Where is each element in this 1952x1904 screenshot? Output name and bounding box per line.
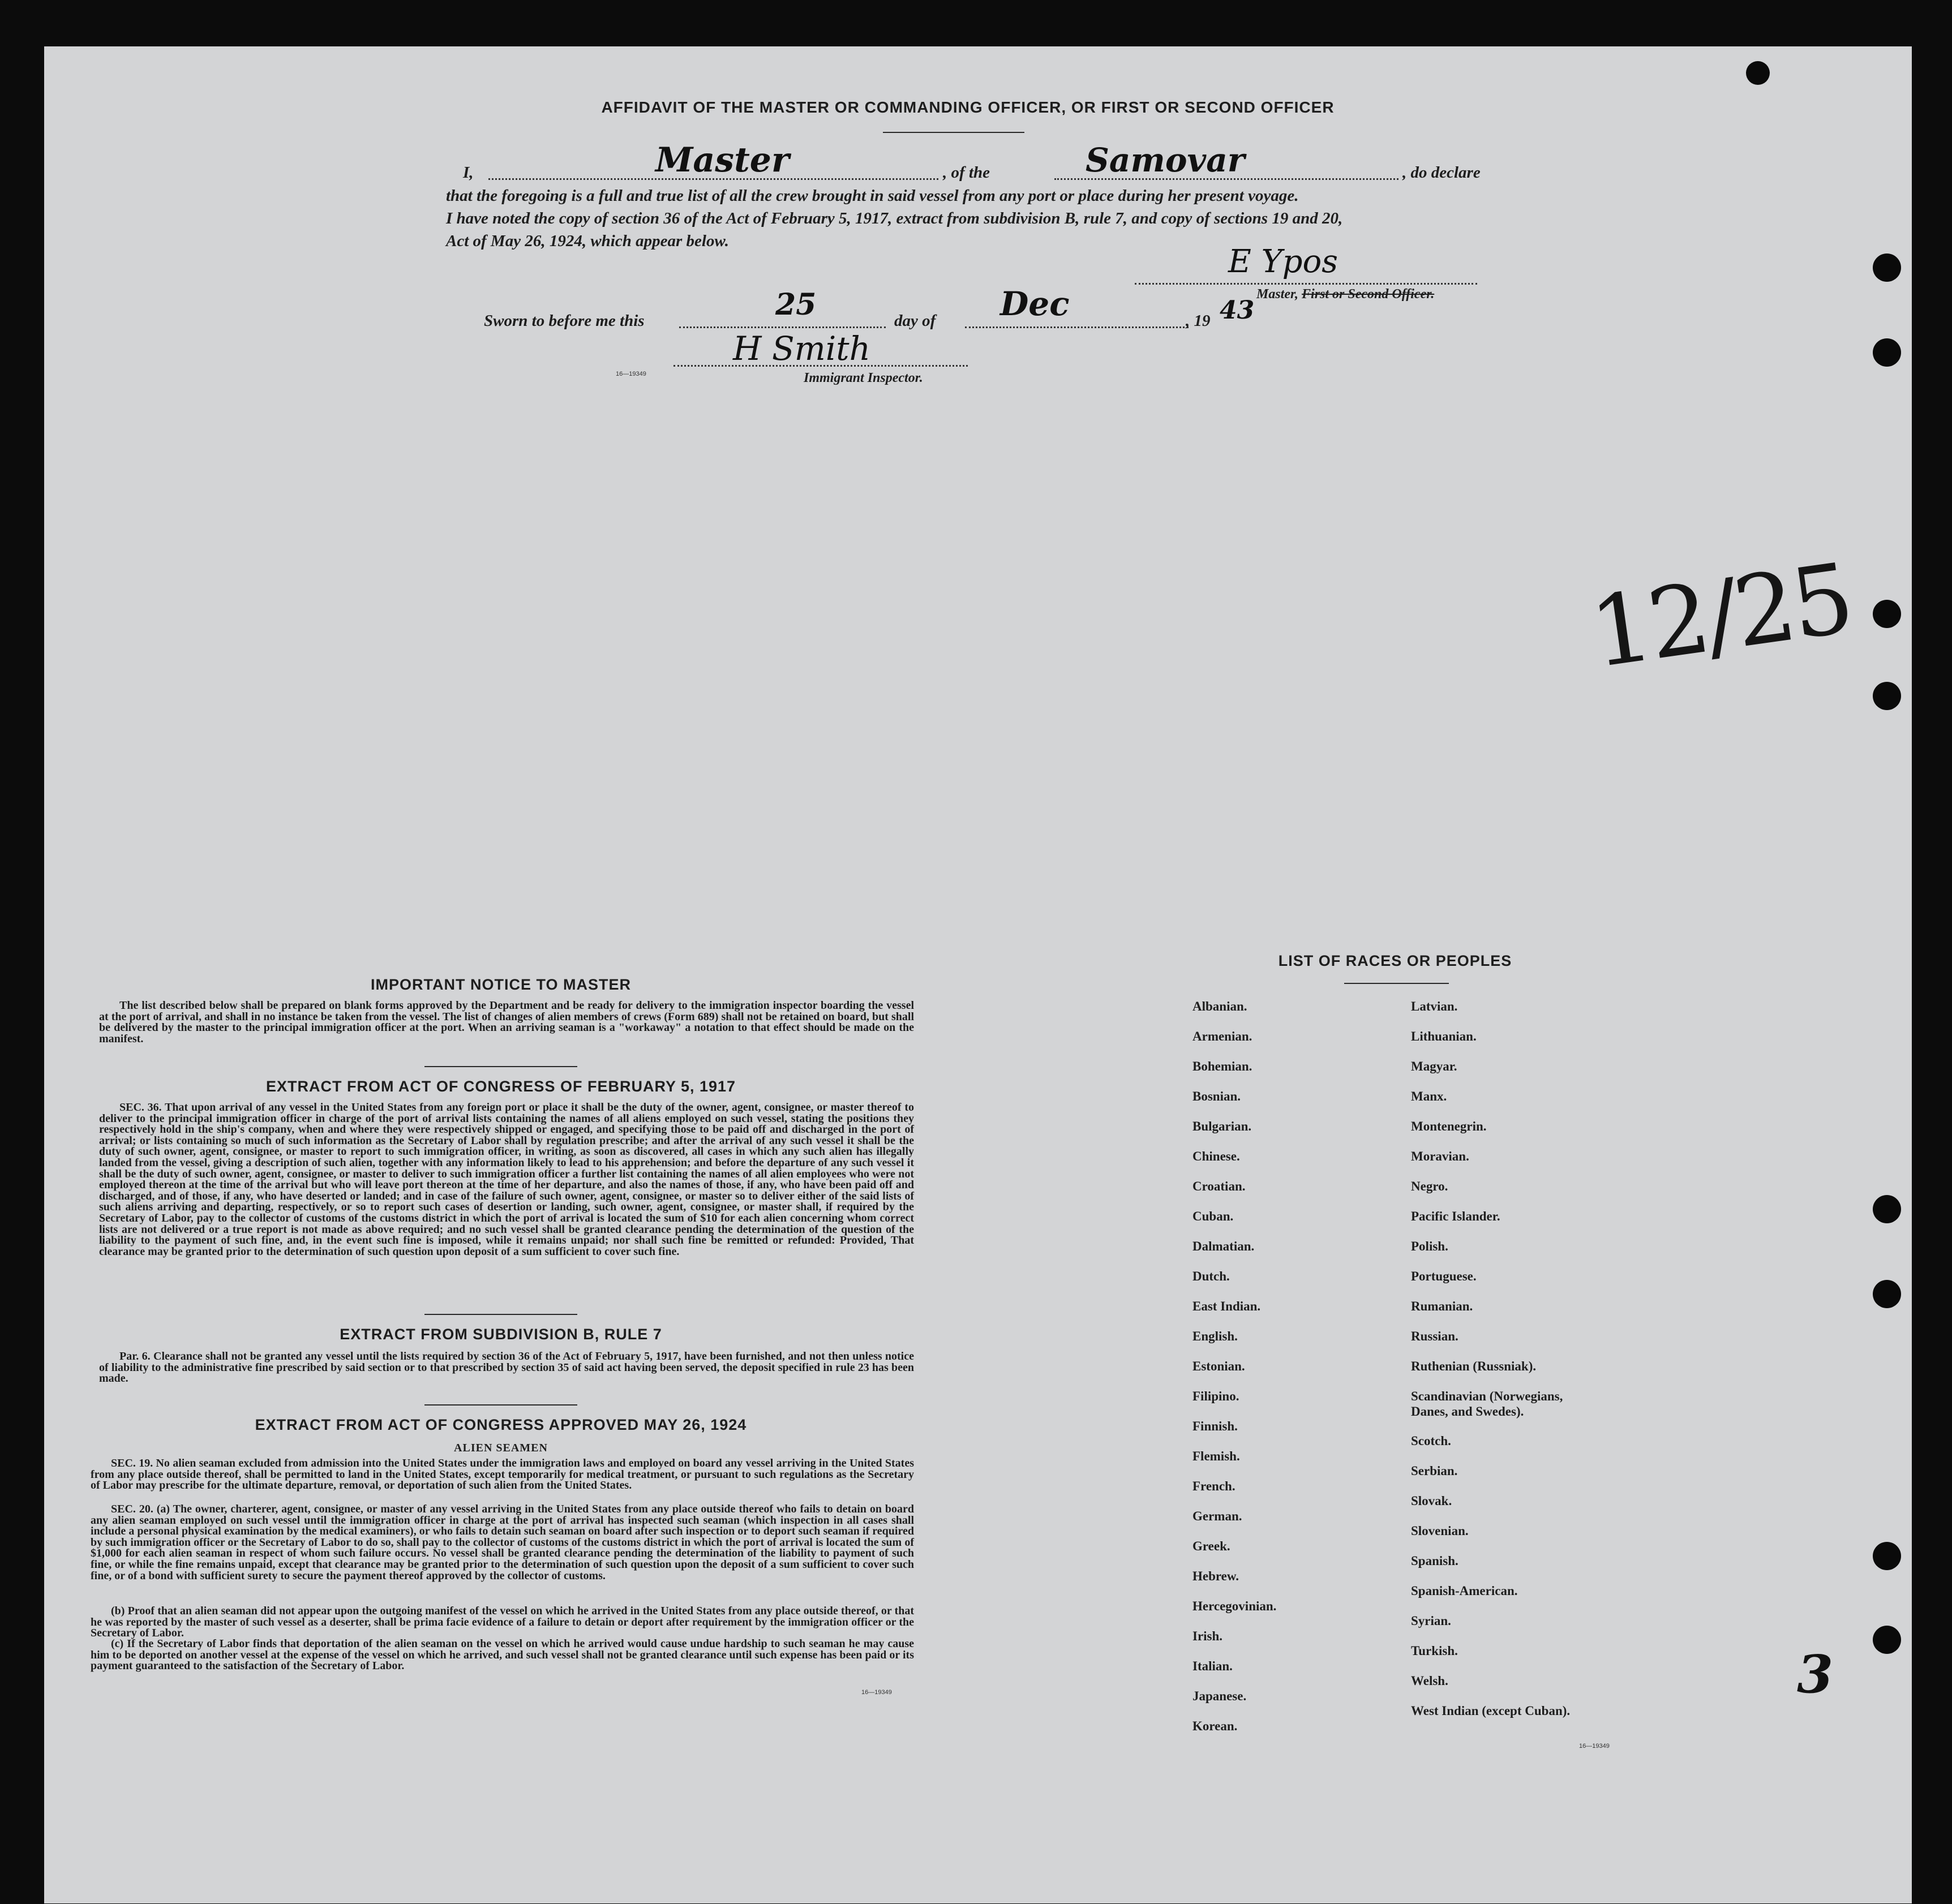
race-item: Polish. xyxy=(1411,1239,1448,1253)
declaration-line-2: that the foregoing is a full and true list of all the crew brought in said vessel from any port or place during her present voyage. xyxy=(446,187,1299,205)
race-item: Pacific Islander. xyxy=(1411,1209,1500,1223)
struck-caption: First or Second Officer. xyxy=(1302,287,1435,302)
race-item: Cuban. xyxy=(1192,1209,1234,1223)
race-item: English. xyxy=(1192,1329,1238,1343)
inspector-signature: H Smith xyxy=(733,329,870,368)
form-number-left: 16—19349 xyxy=(861,1689,892,1696)
race-item: Slovak. xyxy=(1411,1494,1452,1508)
handwritten-day: 25 xyxy=(775,287,817,322)
race-item: German. xyxy=(1192,1509,1242,1523)
race-item: Irish. xyxy=(1192,1629,1223,1643)
extract-1924-title: EXTRACT FROM ACT OF CONGRESS APPROVED MAY 26, 1924 xyxy=(255,1416,747,1433)
race-item: Finnish. xyxy=(1192,1419,1238,1433)
signature-caption: Master, First or Second Officer. xyxy=(1256,287,1435,302)
race-item: Magyar. xyxy=(1411,1059,1457,1073)
race-item: Slovenian. xyxy=(1411,1524,1469,1538)
race-item: Serbian. xyxy=(1411,1464,1458,1478)
declaration-line-3: I have noted the copy of section 36 of the Act of February 5, 1917, extract from subdivision B, rule 7, and copy of sections 19 and 20, xyxy=(446,209,1343,227)
race-item: Welsh. xyxy=(1411,1674,1448,1688)
master-signature: E Ypos xyxy=(1228,243,1338,280)
punch-hole xyxy=(1873,338,1901,367)
race-item: Filipino. xyxy=(1192,1389,1239,1403)
notice-title: IMPORTANT NOTICE TO MASTER xyxy=(371,976,631,993)
race-item: Bohemian. xyxy=(1192,1059,1252,1073)
race-item: Greek. xyxy=(1192,1539,1230,1553)
sec-20c-body: (c) If the Secretary of Labor finds that deportation of the alien seaman on the vessel on which he arrived would cause undue hardship to such seaman he may cause him to be deported on another vessel at the expense of the vessel on which he arrived, and such vessel shall not be granted clearance until such expense has been paid or its payment guaranteed to the satisfaction of the Secretary of Labor. xyxy=(91,1637,914,1673)
race-item: West Indian (except Cuban). xyxy=(1411,1704,1571,1718)
race-item: French. xyxy=(1192,1479,1235,1493)
race-item: Spanish-American. xyxy=(1411,1584,1518,1598)
punch-hole xyxy=(1873,1542,1901,1570)
race-item: Latvian. xyxy=(1411,999,1458,1013)
race-item: Albanian. xyxy=(1192,999,1247,1013)
title-divider xyxy=(883,132,1024,133)
alien-seamen-subtitle: ALIEN SEAMEN xyxy=(454,1442,548,1454)
race-item: Spanish. xyxy=(1411,1554,1458,1568)
do-declare-label: , do declare xyxy=(1402,164,1481,182)
race-item: Hebrew. xyxy=(1192,1569,1239,1583)
race-item: Rumanian. xyxy=(1411,1299,1473,1313)
punch-hole xyxy=(1873,1626,1901,1654)
race-item: Moravian. xyxy=(1411,1149,1469,1163)
race-item: East Indian. xyxy=(1192,1299,1261,1313)
punch-hole xyxy=(1873,682,1901,710)
races-title: LIST OF RACES OR PEOPLES xyxy=(1278,952,1512,969)
sec-19-body: SEC. 19. No alien seaman excluded from admission into the United States under the immigration laws and employed on board any vessel arriving in the United States from any place outside thereof, shall be permitted to land in the United States, except temporarily for medical treatment, or pursuant to such regulations as the Secretary of Labor may prescribe for the ultimate departure, removal, or deportation of such alien from the United States. xyxy=(91,1457,914,1492)
race-item: Croatian. xyxy=(1192,1179,1246,1193)
race-item: Flemish. xyxy=(1192,1449,1240,1463)
race-item: Dalmatian. xyxy=(1192,1239,1255,1253)
race-item: Lithuanian. xyxy=(1411,1029,1477,1043)
race-item: Scandinavian (Norwegians, Danes, and Swedes). xyxy=(1411,1389,1563,1419)
of-the-label: , of the xyxy=(943,164,990,182)
year-prefix: , 19 xyxy=(1186,312,1211,330)
sec-20b-body: (b) Proof that an alien seaman did not appear upon the outgoing manifest of the vessel on which he arrived in the United States from any place outside thereof, or that he was reported by the master of such vessel as a deserter, shall be prima facie evidence of a failure to detain or deport after requirement by the immigration officer or the Secretary of Labor. xyxy=(91,1605,914,1640)
sworn-label: Sworn to before me this xyxy=(484,312,645,330)
handwritten-month: Dec xyxy=(1000,285,1070,323)
notice-divider xyxy=(424,1066,577,1067)
race-item: Manx. xyxy=(1411,1089,1447,1103)
extract-1917-divider xyxy=(424,1314,577,1315)
handwritten-year: 43 xyxy=(1220,296,1255,325)
extract-1917-body: SEC. 36. That upon arrival of any vessel in the United States from any foreign port or place it shall be the duty of the owner, agent, consignee, or master thereof to deliver to the principal immigration officer in charge of the port of arrival lists containing the names of all aliens employed on such vessel, stating the positions they respectively hold in the ship's company, when and where they were respectively shipped or engaged, and specifying those to be paid off and discharged in the port of arrival; or lists containing so much of such information as the Secretary of Labor shall by regulation prescribe; and after the arrival of any such vessel it shall be the duty of such owner, agent, consignee, or master to report to such immigration officer, in writing, as soon as discovered, all cases in which any such alien has illegally landed from the vessel, giving a description of such alien, together with any information likely to lead to his apprehension; and before the departure of any such vessel it shall be the duty of such owner, agent, consignee, or master to deliver to such immigration officer a further list containing the names of all alien employees who were not employed thereon at the time of the arrival but who will leave port thereon at the time of her departure, and also the names of those, if any, who have been paid off and discharged, and of those, if any, who have deserted or landed; and in case of the failure of such owner, agent, consignee, or master so to deliver either of the said lists of such aliens arriving and departing, respectively, or so to report such cases of desertion or landing, such owner, agent, consignee, or master shall, if required by the Secretary of Labor, pay to the collector of customs of the customs district in which the port of arrival is located the sum of $10 for each alien concerning whom correct lists are not delivered or a true report is not made as above required; and no such vessel shall be granted clearance pending the determination of the question of the liability to the payment of such fine, and, in the event such fine is imposed, while it remains unpaid; nor shall such fine be remitted or refunded: Provided, That clearance may be granted prior to the determination of such question upon deposit of a sum sufficient to cover such fine. xyxy=(99,1101,914,1258)
race-item: Russian. xyxy=(1411,1329,1458,1343)
race-item: Portuguese. xyxy=(1411,1269,1477,1283)
race-item: Hercegovinian. xyxy=(1192,1599,1277,1613)
race-item: Estonian. xyxy=(1192,1359,1245,1373)
day-of-label: day of xyxy=(894,312,936,330)
i-prefix: I, xyxy=(463,164,474,182)
extract-rule7-body: Par. 6. Clearance shall not be granted any vessel until the lists required by section 36 of the Act of February 5, 1917, have been furnished, and not then unless notice of liability to the administrative fine prescribed by said section or to that prescribed by section 35 of said act having been served, the deposit specified in rule 23 has been made. xyxy=(99,1350,914,1385)
race-item: Negro. xyxy=(1411,1179,1448,1193)
month-field-line xyxy=(965,326,1189,328)
punch-hole xyxy=(1746,61,1770,85)
race-item: Scotch. xyxy=(1411,1434,1451,1448)
handwritten-vessel: Samovar xyxy=(1086,141,1245,179)
race-item: Syrian. xyxy=(1411,1614,1451,1628)
handwritten-master: Master xyxy=(655,140,790,180)
extract-rule7-title: EXTRACT FROM SUBDIVISION B, RULE 7 xyxy=(340,1326,662,1343)
notice-body: The list described below shall be prepared on blank forms approved by the Department and be ready for delivery to the immigration inspector boarding the vessel at the port of arrival, and shall in no instance be taken from the vessel. The list of changes of alien members of crews (Form 689) shall not be retained on board, but shall be delivered by the master to the principal immigration officer at the port. When an arriving seaman is a "workaway" a notation to that effect should be made on the manifest. xyxy=(99,999,914,1045)
race-item: Dutch. xyxy=(1192,1269,1230,1283)
extract-1917-title: EXTRACT FROM ACT OF CONGRESS OF FEBRUARY 5, 1917 xyxy=(265,1078,736,1095)
punch-hole xyxy=(1873,1195,1901,1223)
race-item: Italian. xyxy=(1192,1659,1233,1673)
race-item: Korean. xyxy=(1192,1719,1238,1733)
sec-20a-body: SEC. 20. (a) The owner, charterer, agent, consignee, or master of any vessel arriving in the United States from any place outside thereof who fails to detain on board any alien seaman employed on such vessel until the immigration officer in charge at the port of arrival has inspected such seaman (which inspection in all cases shall include a personal physical examination by the medical examiners), or who fails to detain such seaman on board after such inspection or to deport such seaman if required by such immigration officer or the Secretary of Labor to do so, shall pay to the collector of customs of the customs district in which the port of arrival is located the sum of $1,000 for each alien seaman in respect of whom such failure occurs. No vessel shall be granted clearance pending the determination of the liability to payment of such fine, or while the fine remains unpaid, except that clearance may be granted prior to the determination of such question upon the deposit of a sum sufficient to cover such fine, or of a bond with sufficient surety to secure the payment thereof approved by the collector of customs. xyxy=(91,1503,914,1582)
punch-hole xyxy=(1873,253,1901,282)
punch-hole xyxy=(1873,1280,1901,1308)
race-item: Bosnian. xyxy=(1192,1089,1241,1103)
race-item: Chinese. xyxy=(1192,1149,1240,1163)
race-item: Turkish. xyxy=(1411,1644,1458,1658)
punch-hole xyxy=(1873,600,1901,628)
inspector-caption: Immigrant Inspector. xyxy=(804,371,923,385)
form-number-top: 16—19349 xyxy=(616,371,646,377)
race-item: Japanese. xyxy=(1192,1689,1247,1703)
page-number: 3 xyxy=(1797,1644,1834,1705)
day-field-line xyxy=(679,326,886,328)
extract-rule7-divider xyxy=(424,1404,577,1406)
affidavit-title: AFFIDAVIT OF THE MASTER OR COMMANDING OFFICER, OR FIRST OR SECOND OFFICER xyxy=(601,98,1335,116)
date-annotation: 12/25 xyxy=(1584,542,1857,690)
race-item: Armenian. xyxy=(1192,1029,1252,1043)
races-divider xyxy=(1344,983,1449,984)
declaration-line-4: Act of May 26, 1924, which appear below. xyxy=(446,232,729,250)
race-item: Bulgarian. xyxy=(1192,1119,1252,1133)
form-number-right: 16—19349 xyxy=(1579,1743,1610,1750)
race-item: Ruthenian (Russniak). xyxy=(1411,1359,1537,1373)
race-item: Montenegrin. xyxy=(1411,1119,1487,1133)
